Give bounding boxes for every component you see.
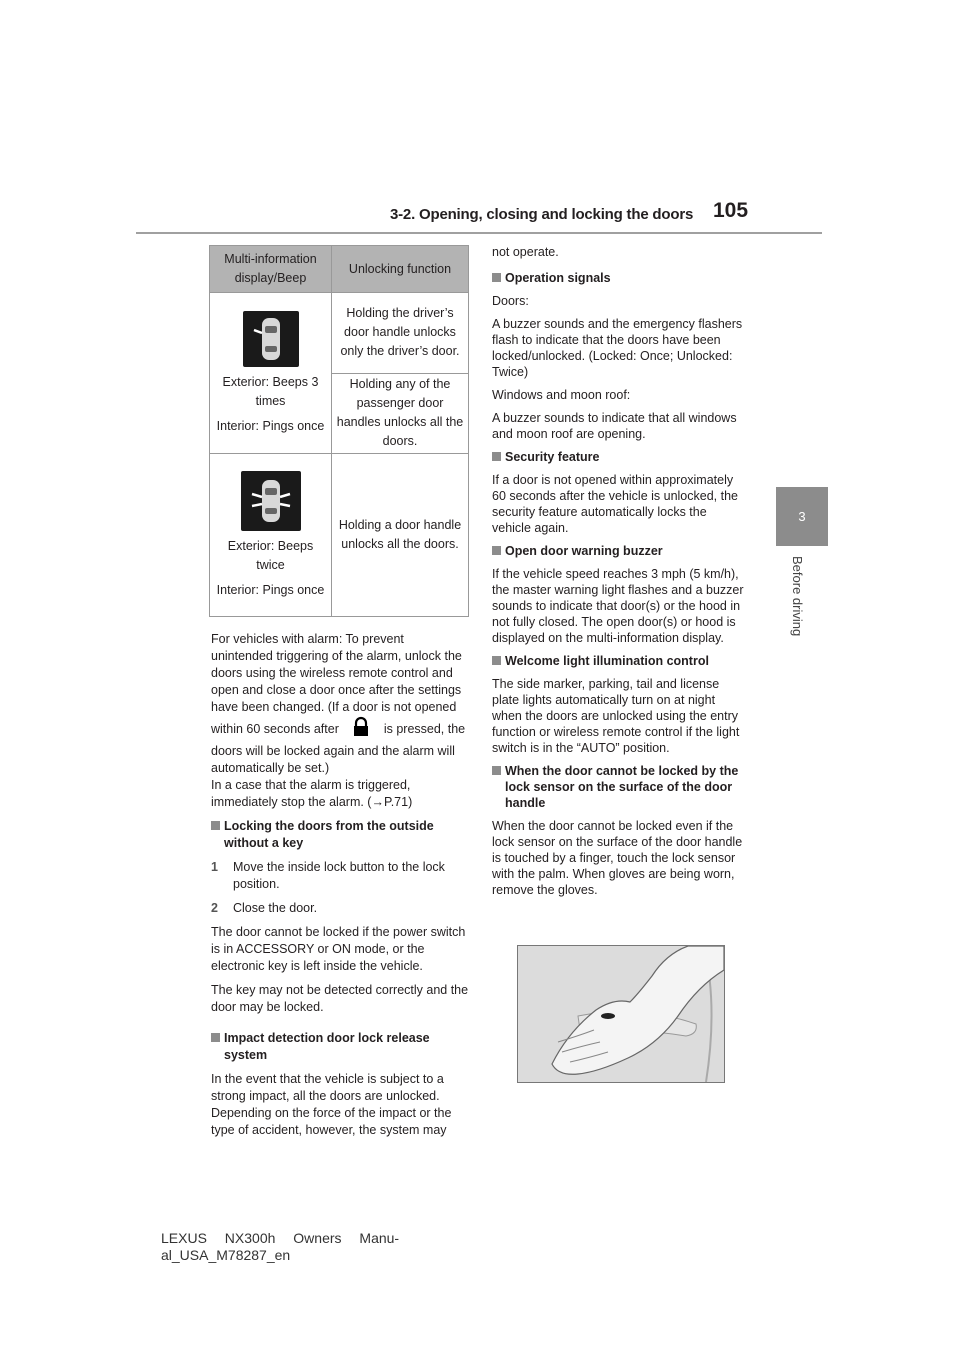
section-bullet-icon [492,452,501,461]
section-title: 3-2. Opening, closing and locking the doors [390,206,694,223]
table-cell-beep-3 [210,293,332,454]
step-number: 2 [211,901,218,915]
header-rule [136,232,822,234]
left-column [211,631,469,1146]
door-handle-palm-illustration [517,945,725,1083]
right-column [492,244,748,905]
beep-interior-text: Interior: Pings once [216,582,325,597]
heading-text: Impact detection door lock release system [224,1031,430,1062]
windows-label: Windows and moon roof: [492,388,631,402]
beep-exterior-text: Exterior: Beeps 3 times [222,374,319,408]
alarm-paragraph [211,631,469,811]
section-bullet-icon [211,821,220,830]
car-top-view-all-doors-icon [241,471,301,531]
driver-door-function: Holding the driver’s door handle unlocks only the driver’s door. [332,293,469,374]
beep-interior-text: Interior: Pings once [216,418,325,433]
table-header-function: Unlocking function [332,246,469,293]
footer-line-1: LEXUS NX300h Owners Manu- [161,1230,400,1246]
warning-paragraph: If the vehicle speed reaches 3 mph (5 km/h), the master warning light flashes and a buzzer sounds to indicate that door(s) or the hood in not fully closed. The open door(s) or hood is displayed on the multi-information display. [492,567,744,645]
welcome-heading [492,653,748,669]
doors-paragraph: A buzzer sounds and the emergency flashers flash to indicate that the doors have been locked/unlocked. (Locked: Once; Unlocked: Twice) [492,317,743,379]
heading-text: Locking the doors from the outside without a key [224,819,434,850]
heading-text: When the door cannot be locked by the lock sensor on the surface of the door handle [505,764,739,810]
impact-heading [211,1030,469,1064]
table-header-display: Multi-information display/Beep [210,246,332,293]
welcome-paragraph: The side marker, parking, tail and license plate lights automatically turn on at night when the doors are unlocked using the entry function or wireless remote control if the light switch is in the “AUTO” position. [492,677,740,755]
sensor-paragraph: When the door cannot be locked even if the lock sensor on the surface of the door handle is touched by a finger, touch the lock sensor with the palm. When gloves are being worn, remove the gloves. [492,819,743,897]
step-text: Close the door. [233,901,318,915]
car-top-view-driver-door-icon [243,311,299,367]
lock-outside-heading [211,818,469,852]
alarm-text-a: For vehicles with alarm: To prevent unintended triggering of the alarm, unlock the doors using the wireless remote control and open and close a door once after the settings have been changed. (If a door is not opened within 60 seconds after [211,632,462,736]
section-bullet-icon [492,656,501,665]
sensor-heading [492,763,748,811]
lock-button-icon [348,716,374,743]
heading-text: Open door warning buzzer [505,544,663,558]
chapter-tab[interactable]: 3 [776,487,828,546]
beep-exterior-text: Exterior: Beeps twice [227,538,314,572]
operation-signals-heading [492,270,748,286]
step-text: Move the inside lock button to the lock position. [233,860,445,891]
chapter-label: Before driving [790,556,805,637]
doors-label: Doors: [492,294,529,308]
lock-outside-note-2: The key may not be detected correctly and the door may be locked. [211,983,469,1014]
heading-text: Security feature [505,450,600,464]
heading-text: Welcome light illumination control [505,654,709,668]
lock-outside-note-1: The door cannot be locked if the power switch is in ACCESSORY or ON mode, or the electronic key is left inside the vehicle. [211,925,466,973]
all-doors-function: Holding a door handle unlocks all the doors. [332,454,469,617]
page-number: 105 [713,199,749,222]
table-cell-beep-2 [210,454,332,617]
heading-text: Operation signals [505,271,611,285]
footer-line-2: al_USA_M78287_en [161,1247,291,1263]
step-2 [211,900,469,917]
alarm-text-b: is pressed, the doors will be locked again and the alarm will automatically be set.) [211,721,466,775]
security-paragraph: If a door is not opened within approximately 60 seconds after the vehicle is unlocked, the security feature automatically locks the vehicle again. [492,473,738,535]
step-number: 1 [211,860,218,874]
section-bullet-icon [492,546,501,555]
security-heading [492,449,748,465]
section-bullet-icon [211,1033,220,1042]
unlock-function-table [209,245,469,617]
alarm-text-c: In a case that the alarm is triggered, immediately stop the alarm. (→P.71) [211,778,413,809]
passenger-door-function: Holding any of the passenger door handles unlocks all the doors. [332,373,469,454]
step-1 [211,859,469,893]
impact-paragraph: In the event that the vehicle is subject to a strong impact, all the doors are unlocked. Depending on the force of the impact or the type of accident, however, the system may [211,1072,452,1137]
windows-paragraph: A buzzer sounds to indicate that all windows and moon roof are opening. [492,411,737,441]
continued-text: not operate. [492,245,559,259]
footer [161,1230,399,1264]
warning-heading [492,543,748,559]
section-bullet-icon [492,273,501,282]
section-bullet-icon [492,766,501,775]
